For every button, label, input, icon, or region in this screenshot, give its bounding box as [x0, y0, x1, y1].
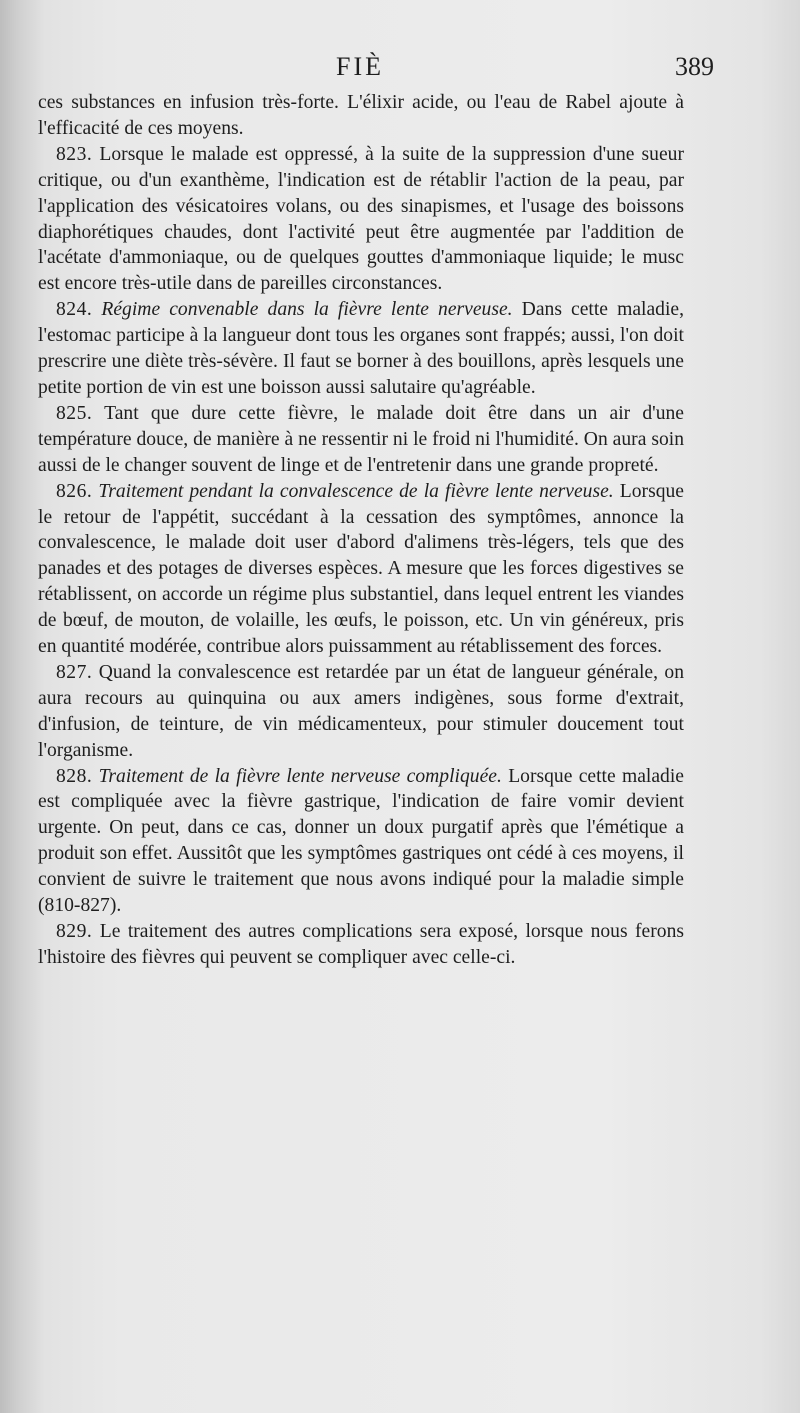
paragraph-824: [38, 297, 684, 401]
page-header: [36, 52, 714, 88]
paragraph-825: [38, 401, 684, 479]
paragraph-text: Quand la convalescence est retardée par un état de langueur générale, on aura recours au quinquina ou aux amers indigènes, sous forme d'extrait, d'infusion, de teinture, de vin médicamenteux, pour stimuler doucement tout l'organisme.: [38, 661, 684, 761]
paragraph-828: [38, 764, 684, 919]
paragraph-text: Lorsque le malade est oppressé, à la suite de la suppression d'une sueur critique, ou d'un exanthème, l'indication est de rétablir l'action de la peau, par l'application des vésicatoires volans, ou des sinapismes, et l'usage des boissons diaphorétiques chaudes, dont l'activité peut être augmentée par l'addition de l'acétate d'ammoniaque, ou de quelques gouttes d'ammoniaque liquide; le musc est encore très-utile dans de pareilles circonstances.: [38, 143, 684, 295]
paragraph-text: Tant que dure cette fièvre, le malade doit être dans un air d'une température douce, de manière à ne ressentir ni le froid ni l'humidité. On aura soin aussi de le changer souvent de linge et de l'entretenir dans une grande propreté.: [38, 402, 684, 476]
paragraph-number: 828.: [56, 765, 93, 787]
section-title: Régime convenable dans la fièvre lente nerveuse.: [101, 299, 513, 321]
paragraph-text: Lorsque le retour de l'appétit, succédant à la cessation des symptômes, annonce la convalescence, le malade doit user d'abord d'alimens très-légers, tels que des panades et des potages de diverses espèces. A mesure que les forces digestives se rétablissent, on accorde un régime plus substantiel, dans lequel entrent les viandes de bœuf, de mouton, de volaille, les œufs, le poisson, etc. Un vin généreux, pris en quantité modérée, contribue alors puissamment au rétablissement des forces.: [38, 480, 685, 658]
paragraph-text: Lorsque cette maladie est compliquée avec la fièvre gastrique, l'indication de faire vomir devient urgente. On peut, dans ce cas, donner un doux purgatif après que l'émétique a produit son effet. Aussitôt que les symptômes gastriques ont cédé à ces moyens, il convient de suivre le traitement que nous avons indiqué pour la maladie simple (810-827).: [38, 765, 684, 917]
paragraph-number: 827.: [56, 661, 93, 683]
paragraph-number: 826.: [56, 480, 93, 502]
paragraph-number: 824.: [56, 299, 93, 321]
running-head: FIÈ: [336, 52, 384, 81]
page-number: 389: [675, 52, 714, 81]
paragraph-827: [38, 660, 684, 764]
paragraph-823: [38, 142, 684, 297]
paragraph-number: 829.: [56, 921, 93, 942]
paragraph-826: [38, 479, 684, 660]
paragraph-continuation: [38, 90, 684, 142]
paragraph-number: 823.: [56, 143, 93, 165]
paragraph-text: Le traitement des autres complications sera exposé, lorsque nous ferons l'histoire des fièvres qui peuvent se compliquer avec celle-ci.: [38, 921, 684, 968]
section-title: Traitement pendant la convalescence de la fièvre lente nerveuse.: [98, 480, 614, 502]
paragraph-text: Dans cette maladie, l'estomac participe à la langueur dont tous les organes sont frappés; aussi, l'on doit prescrire une diète très-sévère. Il faut se borner à des bouillons, après lesquels une petite portion de vin est une boisson aussi salutaire qu'agréable.: [38, 299, 684, 398]
paragraph-829: [38, 919, 684, 971]
body-text: [38, 90, 684, 971]
paragraph-text: ces substances en infusion très-forte. L'élixir acide, ou l'eau de Rabel ajoute à l'efficacité de ces moyens.: [38, 92, 684, 139]
section-title: Traitement de la fièvre lente nerveuse compliquée.: [98, 765, 502, 787]
paragraph-number: 825.: [56, 402, 93, 424]
